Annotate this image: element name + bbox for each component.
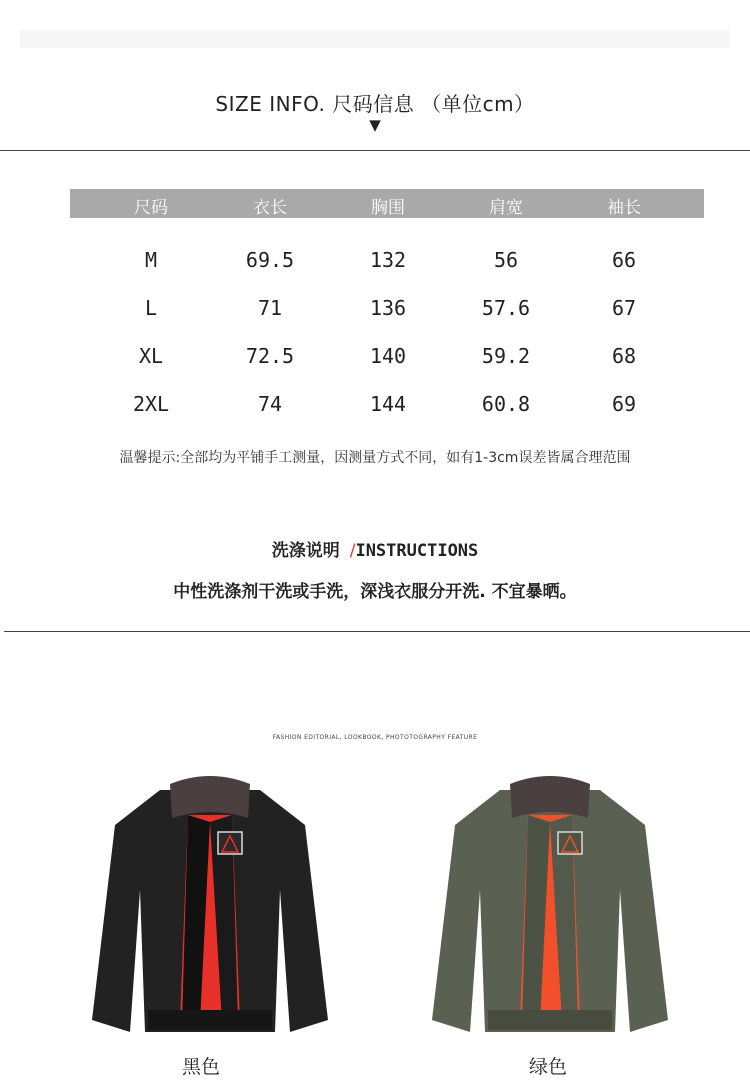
table-row [70,248,704,278]
table-cell: 66 [611,248,637,272]
table-cell: 69 [611,392,637,416]
column-header: 肩宽 [489,198,523,218]
column-header: 尺码 [134,198,168,218]
table-cell: 57.6 [481,296,531,320]
table-cell: 144 [369,392,407,416]
jacket-illustration [430,770,670,1045]
column-header: 胸围 [371,198,405,218]
table-cell: M [144,248,158,272]
table-cell: L [144,296,158,320]
wash-title-en: INSTRUCTIONS [355,541,479,561]
table-cell: 136 [369,296,407,320]
divider-bottom [4,631,750,632]
wash-instructions-heading [0,536,750,561]
table-cell: 2XL [132,392,170,416]
table-row [70,344,704,374]
table-cell: 68 [611,344,637,368]
red-slash: / [349,541,356,561]
table-cell: 59.2 [481,344,531,368]
color-label-black: 黑色 [181,1056,220,1078]
table-cell: 72.5 [245,344,295,368]
table-cell: XL [138,344,164,368]
table-cell: 69.5 [245,248,295,272]
green-jacket-image [430,770,670,1045]
wash-instructions-text: 中性洗涤剂干洗或手洗，深浅衣服分开洗. 不宜暴晒。 [173,582,577,602]
wash-title-cn: 洗涤说明 [271,541,340,561]
table-cell: 132 [369,248,407,272]
black-jacket-image [90,770,330,1045]
column-header: 衣长 [253,198,287,218]
editorial-caption: FASHION EDITORIAL, LOOKBOOK, PHOTOTOGRAPHY FEATURE [272,734,478,741]
column-header: 袖长 [607,198,641,218]
divider-top [0,150,750,151]
color-label-green: 绿色 [528,1056,567,1078]
top-banner-strip [20,30,730,48]
table-row [70,392,704,422]
jacket-illustration [90,770,330,1045]
table-cell: 71 [257,296,283,320]
table-cell: 56 [493,248,519,272]
size-info-title: SIZE INFO. 尺码信息 （单位cm） [215,92,535,116]
size-table-header [70,189,704,218]
measurement-tip: 温馨提示:全部均为平铺手工测量，因测量方式不同，如有1-3cm误差皆属合理范围 [119,450,631,466]
table-cell: 74 [257,392,283,416]
down-arrow-icon: ▼ [369,116,381,134]
table-cell: 60.8 [481,392,531,416]
table-row [70,296,704,326]
table-cell: 67 [611,296,637,320]
table-cell: 140 [369,344,407,368]
